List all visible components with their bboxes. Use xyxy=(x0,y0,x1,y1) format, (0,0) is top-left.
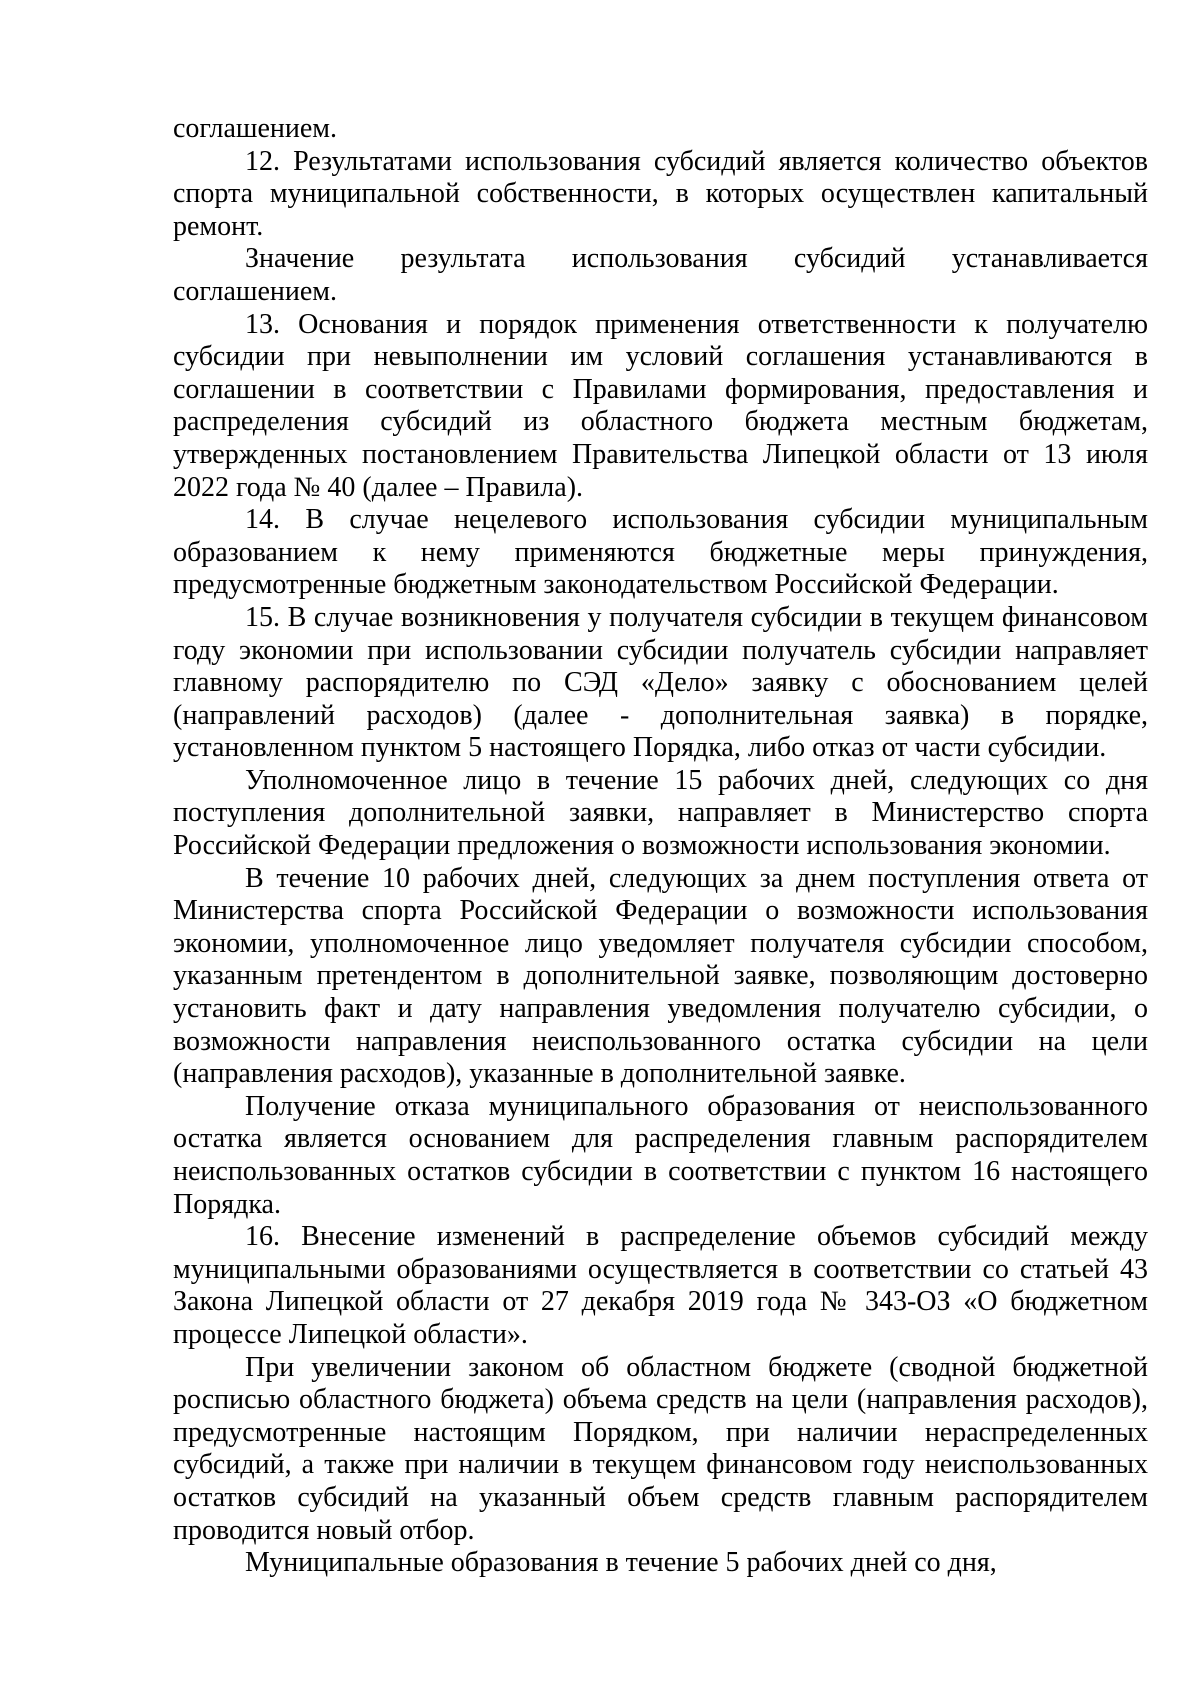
paragraph-16-budget-increase: При увеличении законом об областном бюджете (сводной бюджетной росписью областного бюджета) объема средств на цели (направления расходов), предусмотренные настоящим Порядком, при наличии нераспределенных субсидий, а также при наличии в текущем финансовом году неиспользованных остатков субсидий на указанный объем средств главным распорядителем проводится новый отбор. xyxy=(173,1351,1148,1546)
paragraph-15: 15. В случае возникновения у получателя субсидии в текущем финансовом году экономии при использовании субсидии получатель субсидии направляет главному распорядителю по СЭД «Дело» заявку с обоснованием целей (направлений расходов) (далее - дополнительная заявка) в порядке, установленном пунктом 5 настоящего Порядка, либо отказ от части субсидии. xyxy=(173,601,1148,764)
paragraph-continuation: соглашением. xyxy=(173,113,337,144)
document-body xyxy=(173,113,1148,1580)
paragraph-14: 14. В случае нецелевого использования субсидии муниципальным образованием к нему применяются бюджетные меры принуждения, предусмотренные бюджетным законодательством Российской Федерации. xyxy=(173,504,1148,601)
paragraph-12: 12. Результатами использования субсидий является количество объектов спорта муниципальной собственности, в которых осуществлен капитальный ремонт. xyxy=(173,145,1148,242)
paragraph-12-result-value: Значение результата использования субсидий устанавливается соглашением. xyxy=(173,243,1148,307)
paragraph-15-authorized-person: Уполномоченное лицо в течение 15 рабочих дней, следующих со дня поступления дополнительной заявки, направляет в Министерство спорта Российской Федерации предложения о возможности использования экономии. xyxy=(173,764,1148,862)
paragraph-15-refusal: Получение отказа муниципального образования от неиспользованного остатка является основанием для распределения главным распорядителем неиспользованных остатков субсидии в соответствии с пунктом 16 настоящего Порядка. xyxy=(173,1090,1148,1220)
paragraph-16: 16. Внесение изменений в распределение объемов субсидий между муниципальными образованиями осуществляется в соответствии со статьей 43 Закона Липецкой области от 27 декабря 2019 года № 343-ОЗ «О бюджетном процессе Липецкой области». xyxy=(173,1221,1148,1350)
paragraph-15-notification: В течение 10 рабочих дней, следующих за днем поступления ответа от Министерства спорта Российской Федерации о возможности использования экономии, уполномоченное лицо уведомляет получателя субсидии способом, указанным претендентом в дополнительной заявке, позволяющим достоверно установить факт и дату направления уведомления получателю субсидии, о возможности направления неиспользованного остатка субсидии на цели (направления расходов), указанные в дополнительной заявке. xyxy=(173,862,1148,1090)
paragraph-16-municipalities: Муниципальные образования в течение 5 рабочих дней со дня, xyxy=(245,1547,997,1579)
paragraph-13: 13. Основания и порядок применения ответственности к получателю субсидии при невыполнении им условий соглашения устанавливаются в соглашении в соответствии с Правилами формирования, предоставления и распределения субсидий из областного бюджета местным бюджетам, утвержденных постановлением Правительства Липецкой области от 13 июля 2022 года № 40 (далее – Правила). xyxy=(173,308,1148,503)
